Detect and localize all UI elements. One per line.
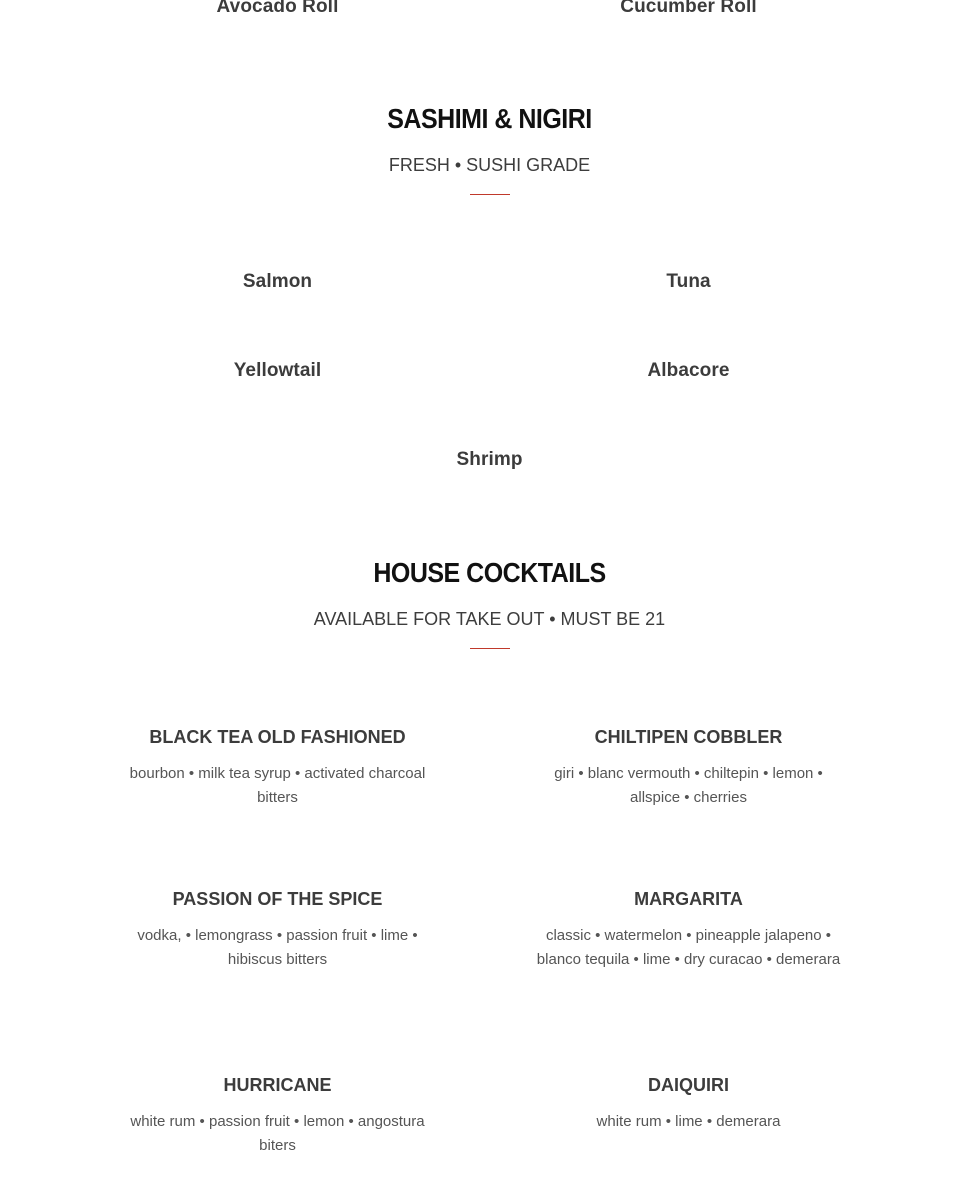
section-title-sashimi: SASHIMI & NIGIRI xyxy=(387,103,592,135)
menu-item-yellowtail xyxy=(120,360,435,382)
roll-item-cucumber xyxy=(535,0,842,18)
cocktail-description: classic • watermelon • pineapple jalapeno • blanco tequila • lime • dry curacao • demerara xyxy=(536,927,841,968)
section-divider xyxy=(470,648,510,649)
menu-item-name: Albacore xyxy=(647,360,730,381)
cocktail-description: giri • blanc vermouth • chiltepin • lemon • allspice • cherries xyxy=(554,765,823,806)
section-divider xyxy=(470,194,510,195)
cocktail-name: DAIQUIRI xyxy=(648,1075,729,1095)
section-subtitle-cocktails: AVAILABLE FOR TAKE OUT • MUST BE 21 xyxy=(313,609,666,629)
cocktail-description: white rum • lime • demerara xyxy=(596,1113,781,1130)
cocktail-item xyxy=(535,726,842,810)
roll-item-avocado xyxy=(120,0,435,18)
section-title-cocktails: HOUSE COCKTAILS xyxy=(373,557,606,589)
cocktail-name: BLACK TEA OLD FASHIONED xyxy=(149,727,406,747)
cocktail-item xyxy=(535,888,842,972)
cocktail-item xyxy=(120,1074,435,1158)
menu-item-albacore xyxy=(535,360,842,382)
cocktail-description: bourbon • milk tea syrup • activated charcoal bitters xyxy=(129,765,426,806)
roll-name: Avocado Roll xyxy=(216,0,339,17)
cocktail-description: vodka, • lemongrass • passion fruit • lime • hibiscus bitters xyxy=(137,927,418,968)
menu-item-tuna xyxy=(535,271,842,293)
roll-name: Cucumber Roll xyxy=(620,0,757,17)
cocktail-name: PASSION OF THE SPICE xyxy=(172,889,383,909)
menu-item-name: Yellowtail xyxy=(233,360,322,381)
cocktail-name: CHILTIPEN COBBLER xyxy=(594,727,783,747)
cocktail-description: white rum • passion fruit • lemon • angostura biters xyxy=(130,1113,425,1154)
cocktail-item xyxy=(535,1074,842,1134)
cocktail-item xyxy=(120,888,435,972)
menu-item-salmon xyxy=(120,271,435,293)
cocktail-name: HURRICANE xyxy=(223,1075,332,1095)
menu-item-name: Salmon xyxy=(242,271,313,292)
cocktail-name: MARGARITA xyxy=(634,889,743,909)
menu-item-name: Shrimp xyxy=(456,449,523,470)
cocktail-item xyxy=(120,726,435,810)
menu-item-name: Tuna xyxy=(666,271,711,292)
section-subtitle-sashimi: FRESH • SUSHI GRADE xyxy=(388,155,591,175)
menu-item-shrimp xyxy=(0,449,965,471)
